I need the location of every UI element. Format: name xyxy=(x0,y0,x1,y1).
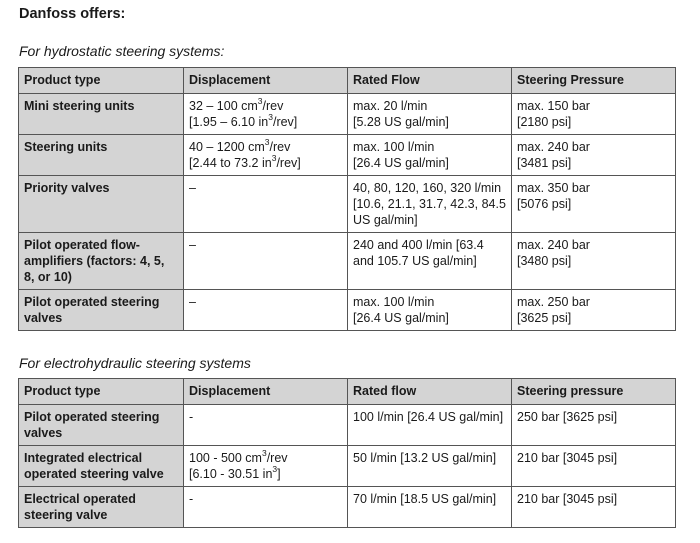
steering-pressure-cell: max. 240 bar [3481 psi] xyxy=(512,135,676,176)
displacement-cell: – xyxy=(184,290,348,331)
displacement-cell: 100 - 500 $cm^3$/rev [6.10 - 30.51 $in^3$] xyxy=(184,446,348,487)
steering-pressure-cell: max. 350 bar [5076 psi] xyxy=(512,176,676,233)
header-steering-pressure: Steering Pressure xyxy=(512,68,676,94)
electrohydraulic-caption: For electrohydraulic steering systems xyxy=(19,355,251,371)
product-cell: Steering units xyxy=(19,135,184,176)
table-row xyxy=(19,233,676,290)
rated-flow-cell: max. 100 l/min [26.4 US gal/min] xyxy=(348,290,512,331)
product-cell: Pilot operated flow-amplifiers (factors: 4, 5, 8, or 10) xyxy=(19,233,184,290)
product-cell: Priority valves xyxy=(19,176,184,233)
steering-pressure-cell: 250 bar [3625 psi] xyxy=(512,405,676,446)
page-heading: Danfoss offers: xyxy=(19,6,126,22)
header-rated-flow: Rated flow xyxy=(348,379,512,405)
displacement-cell: 32 – 100 $cm^3$/rev [1.95 – 6.10 $in^3/rev$] xyxy=(184,94,348,135)
displacement-cell: - xyxy=(184,405,348,446)
table-row xyxy=(19,446,676,487)
rated-flow-cell: max. 20 l/min [5.28 US gal/min] xyxy=(348,94,512,135)
product-cell: Pilot operated steering valves xyxy=(19,405,184,446)
hydrostatic-caption: For hydrostatic steering systems: xyxy=(19,43,225,59)
steering-pressure-cell: max. 150 bar [2180 psi] xyxy=(512,94,676,135)
rated-flow-cell: 40, 80, 120, 160, 320 l/min [10.6, 21.1, 31.7, 42.3, 84.5 US gal/min] xyxy=(348,176,512,233)
rated-flow-cell: 100 l/min [26.4 US gal/min] xyxy=(348,405,512,446)
header-displacement: Displacement xyxy=(184,68,348,94)
steering-pressure-cell: max. 250 bar [3625 psi] xyxy=(512,290,676,331)
table-header-row xyxy=(19,68,676,94)
steering-pressure-cell: 210 bar [3045 psi] xyxy=(512,487,676,528)
header-product-type: Product type xyxy=(19,68,184,94)
rated-flow-cell: 70 l/min [18.5 US gal/min] xyxy=(348,487,512,528)
hydrostatic-table xyxy=(18,67,676,331)
rated-flow-cell: max. 100 l/min [26.4 US gal/min] xyxy=(348,135,512,176)
table-row xyxy=(19,176,676,233)
product-cell: Integrated electrical operated steering valve xyxy=(19,446,184,487)
product-cell: Mini steering units xyxy=(19,94,184,135)
displacement-cell: 40 – 1200 $cm^3$/rev [2.44 to 73.2 $in^3/rev$] xyxy=(184,135,348,176)
header-rated-flow: Rated Flow xyxy=(348,68,512,94)
product-cell: Electrical operated steering valve xyxy=(19,487,184,528)
displacement-cell: – xyxy=(184,176,348,233)
table-row xyxy=(19,487,676,528)
rated-flow-cell: 240 and 400 l/min [63.4 and 105.7 US gal/min] xyxy=(348,233,512,290)
header-product-type: Product type xyxy=(19,379,184,405)
table-row xyxy=(19,290,676,331)
displacement-cell: - xyxy=(184,487,348,528)
displacement-cell: – xyxy=(184,233,348,290)
steering-pressure-cell: 210 bar [3045 psi] xyxy=(512,446,676,487)
header-steering-pressure: Steering pressure xyxy=(512,379,676,405)
table-row xyxy=(19,405,676,446)
steering-pressure-cell: max. 240 bar [3480 psi] xyxy=(512,233,676,290)
electrohydraulic-table xyxy=(18,378,676,528)
rated-flow-cell: 50 l/min [13.2 US gal/min] xyxy=(348,446,512,487)
header-displacement: Displacement xyxy=(184,379,348,405)
product-cell: Pilot operated steering valves xyxy=(19,290,184,331)
table-row xyxy=(19,135,676,176)
table-header-row xyxy=(19,379,676,405)
table-row xyxy=(19,94,676,135)
